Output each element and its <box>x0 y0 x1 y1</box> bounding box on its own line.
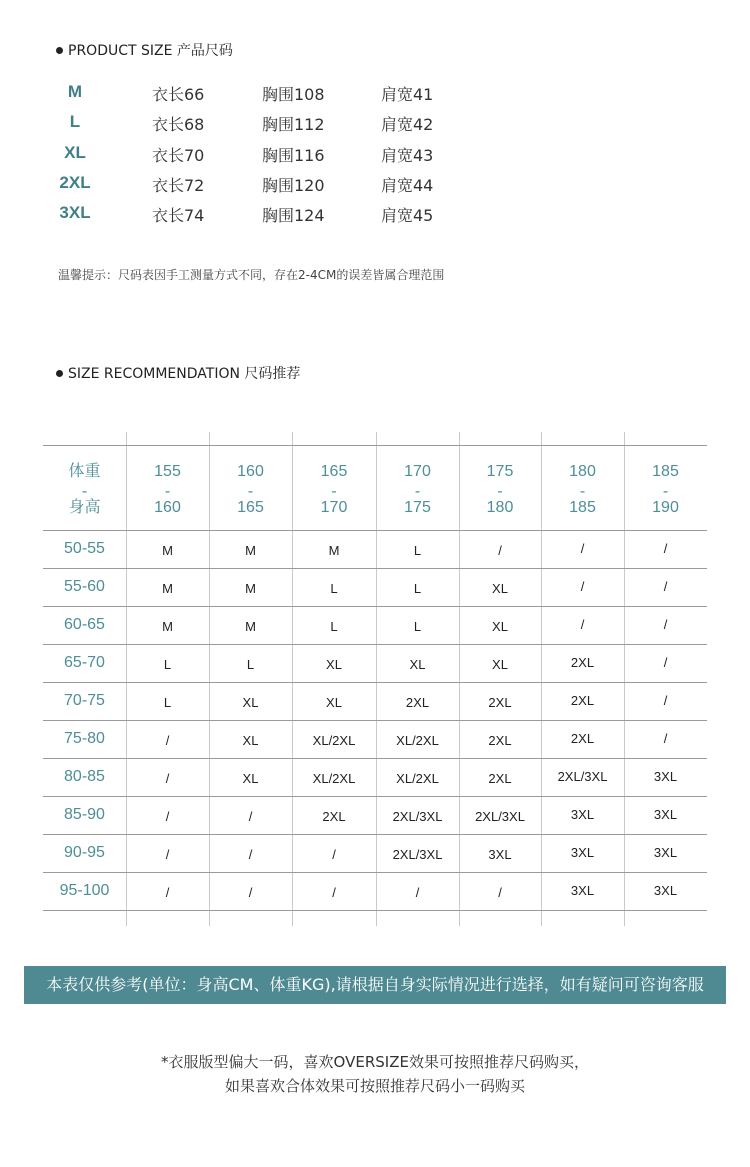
size-recommendation-title: SIZE RECOMMENDATION 尺码推荐 <box>68 366 301 382</box>
footer-note-line-2: 如果喜欢合体效果可按照推荐尺码小一码购买 <box>224 1077 525 1095</box>
size-cell: 2XL <box>488 733 512 748</box>
size-cell: L <box>330 581 338 596</box>
header-height-range <box>376 463 459 519</box>
header-height-range-line: - <box>164 483 171 500</box>
size-cell: / <box>663 541 668 556</box>
row-weight-label: 65-70 <box>64 654 105 671</box>
header-height-range <box>209 463 292 519</box>
size-cell: XL <box>409 657 426 672</box>
row-weight-label: 80-85 <box>64 768 105 785</box>
size-cell: / <box>332 847 336 862</box>
size-cell: / <box>332 885 336 900</box>
size-cell: / <box>663 731 668 746</box>
size-cell: XL <box>326 695 342 710</box>
header-height-range-line: 155 <box>154 463 181 480</box>
size-cell: 3XL <box>570 807 595 822</box>
row-weight-label: 95-100 <box>59 882 110 899</box>
size-cell: 3XL <box>570 845 595 860</box>
header-height-range-line: 160 <box>154 499 181 516</box>
header-height-range-line: 160 <box>237 463 264 480</box>
header-height-range-line: 170 <box>320 499 348 516</box>
size-cell: / <box>415 885 420 900</box>
size-cell: M <box>245 543 256 558</box>
length-value: 衣长68 <box>152 115 205 135</box>
size-label: 3XL <box>59 203 91 223</box>
size-cell: 2XL/3XL <box>392 809 443 824</box>
header-weight-height-line: 体重 <box>68 463 101 480</box>
size-cell: / <box>498 885 502 900</box>
length-value: 衣长72 <box>152 175 205 195</box>
size-cell: / <box>248 847 253 862</box>
size-cell: M <box>245 581 256 596</box>
row-weight-label: 50-55 <box>64 540 105 557</box>
size-cell: 3XL <box>653 845 678 860</box>
size-cell: M <box>245 619 256 634</box>
size-cell: / <box>165 809 170 824</box>
size-cell: 2XL <box>488 771 512 786</box>
size-cell: XL/2XL <box>312 771 356 786</box>
length-value: 衣长74 <box>152 206 205 226</box>
size-cell: XL <box>326 657 342 672</box>
size-cell: L <box>413 619 422 634</box>
size-cell: 3XL <box>653 769 678 784</box>
size-cell: / <box>165 885 170 900</box>
row-divider <box>43 606 707 607</box>
row-divider <box>43 682 707 683</box>
row-divider <box>43 796 707 797</box>
header-height-range-line: 185 <box>652 463 679 480</box>
size-cell: 2XL/3XL <box>392 847 443 862</box>
size-cell: XL/2XL <box>312 733 356 748</box>
size-cell: 3XL <box>653 883 678 898</box>
chest-value: 胸围124 <box>262 206 325 226</box>
size-cell: L <box>163 657 172 672</box>
reference-banner: 本表仅供参考(单位：身高CM、体重KG),请根据自身实际情况进行选择，如有疑问可咨询客服 <box>24 966 726 1004</box>
size-cell: L <box>413 581 422 596</box>
chest-value: 胸围108 <box>262 85 325 104</box>
row-divider <box>43 644 707 645</box>
shoulder-value: 肩宽44 <box>381 175 434 195</box>
chest-value: 胸围112 <box>262 115 325 135</box>
chest-value: 胸围120 <box>262 175 325 195</box>
size-cell: 2XL <box>570 655 595 670</box>
footer-note-line-1: *衣服版型偏大一码，喜欢OVERSIZE效果可按照推荐尺码购买， <box>161 1053 589 1071</box>
chest-value: 胸围116 <box>262 145 325 165</box>
size-cell: / <box>663 655 668 670</box>
size-cell: / <box>580 617 585 632</box>
header-height-range <box>126 463 209 519</box>
size-cell: L <box>246 657 255 672</box>
header-height-range-line: 165 <box>237 499 264 516</box>
header-height-range-line: 190 <box>652 499 679 516</box>
header-height-range <box>541 463 624 519</box>
header-height-range-line: 175 <box>486 463 514 480</box>
row-weight-label: 60-65 <box>64 616 105 633</box>
header-height-range-line: - <box>497 483 503 500</box>
size-cell: / <box>580 541 585 556</box>
header-weight-height-line: - <box>81 483 88 500</box>
length-value: 衣长66 <box>152 85 205 104</box>
header-height-range-line: 165 <box>320 463 348 480</box>
header-height-range <box>459 463 541 519</box>
size-cell: 2XL <box>488 695 512 710</box>
size-cell: M <box>162 543 173 558</box>
size-cell: M <box>162 581 173 596</box>
shoulder-value: 肩宽43 <box>381 145 434 165</box>
row-divider <box>43 445 707 446</box>
size-label: 2XL <box>59 172 91 192</box>
row-weight-label: 85-90 <box>64 806 105 823</box>
row-divider <box>43 720 707 721</box>
header-height-range-line: - <box>579 483 586 500</box>
size-cell: / <box>663 693 668 708</box>
size-cell: M <box>328 543 340 558</box>
shoulder-value: 肩宽45 <box>381 206 434 226</box>
product-size-title: PRODUCT SIZE 产品尺码 <box>68 43 233 59</box>
size-label: L <box>69 112 81 132</box>
size-cell: / <box>663 579 668 594</box>
size-label: XL <box>64 142 86 162</box>
size-cell: M <box>162 619 173 634</box>
size-cell: 3XL <box>653 807 678 822</box>
size-cell: 3XL <box>488 847 512 862</box>
shoulder-value: 肩宽42 <box>381 115 434 135</box>
size-cell: XL <box>242 695 259 710</box>
header-height-range-line: - <box>662 483 669 500</box>
header-height-range-line: 175 <box>404 499 431 516</box>
size-label: M <box>67 82 83 101</box>
size-cell: / <box>663 617 668 632</box>
size-cell: / <box>165 733 170 748</box>
header-height-range-line: - <box>331 483 337 500</box>
size-cell: L <box>413 543 422 558</box>
header-height-range-line: 170 <box>404 463 431 480</box>
size-cell: 2XL <box>322 809 346 824</box>
size-cell: 2XL/3XL <box>557 769 608 784</box>
size-cell: 2XL <box>405 695 430 710</box>
header-weight-height-line: 身高 <box>68 499 101 516</box>
size-cell: XL/2XL <box>396 771 439 786</box>
header-weight-height <box>43 463 126 519</box>
header-height-range-line: - <box>247 483 254 500</box>
row-weight-label: 90-95 <box>64 844 105 861</box>
header-height-range-line: 180 <box>569 463 596 480</box>
size-cell: L <box>330 619 338 634</box>
size-cell: / <box>165 771 170 786</box>
size-cell: 2XL <box>570 731 595 746</box>
size-cell: XL <box>492 581 508 596</box>
header-height-range-line: 185 <box>569 499 596 516</box>
size-cell: 3XL <box>570 883 595 898</box>
size-cell: XL <box>242 733 259 748</box>
size-cell: / <box>248 885 253 900</box>
size-cell: / <box>580 579 585 594</box>
size-cell: / <box>248 809 253 824</box>
measurement-note: 温馨提示：尺码表因手工测量方式不同，存在2-4CM的误差皆属合理范围 <box>58 268 445 282</box>
header-height-range-line: 180 <box>486 499 514 516</box>
length-value: 衣长70 <box>152 145 205 165</box>
header-height-range <box>624 463 707 519</box>
size-cell: XL <box>492 619 508 634</box>
row-divider <box>43 568 707 569</box>
size-cell: XL/2XL <box>396 733 439 748</box>
size-cell: / <box>498 543 502 558</box>
size-cell: 2XL <box>570 693 595 708</box>
row-weight-label: 55-60 <box>64 578 105 595</box>
row-divider <box>43 872 707 873</box>
size-cell: / <box>165 847 170 862</box>
size-cell: XL <box>242 771 259 786</box>
shoulder-value: 肩宽41 <box>381 85 434 104</box>
row-weight-label: 70-75 <box>64 692 105 709</box>
row-divider <box>43 834 707 835</box>
row-weight-label: 75-80 <box>64 730 105 747</box>
row-divider <box>43 530 707 531</box>
row-divider <box>43 758 707 759</box>
size-cell: 2XL/3XL <box>475 809 525 824</box>
size-cell: XL <box>492 657 508 672</box>
header-height-range-line: - <box>414 483 421 500</box>
row-divider <box>43 910 707 911</box>
size-cell: L <box>163 695 172 710</box>
header-height-range <box>292 463 376 519</box>
